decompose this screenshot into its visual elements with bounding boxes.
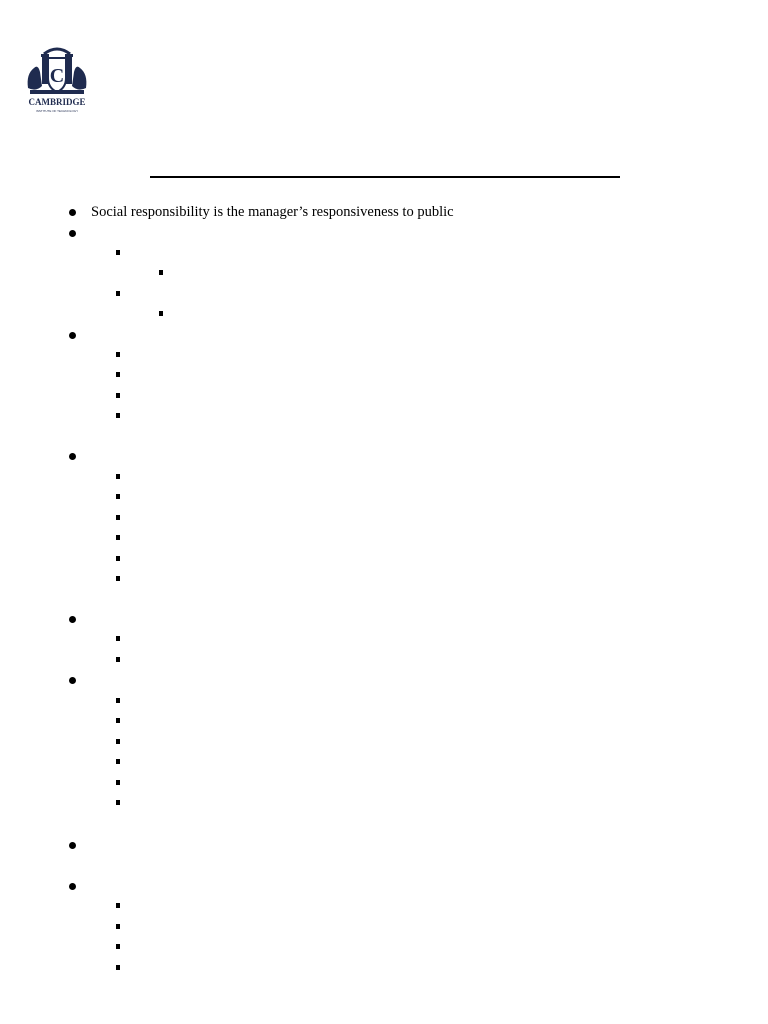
list-bullet-level2 (116, 250, 120, 255)
list-bullet-level2 (116, 739, 120, 744)
list-bullet-level2 (116, 352, 120, 357)
list-bullet-level3 (159, 311, 163, 316)
list-bullet-level1 (69, 677, 76, 684)
list-bullet-level2 (116, 657, 120, 662)
cambridge-logo (24, 44, 90, 116)
list-bullet-level2 (116, 372, 120, 377)
list-bullet-level2 (116, 291, 120, 296)
list-bullet-level2 (116, 515, 120, 520)
list-bullet-level2 (116, 924, 120, 929)
list-bullet-level3 (159, 270, 163, 275)
list-bullet-level1 (69, 332, 76, 339)
list-bullet-level2 (116, 800, 120, 805)
list-bullet-level2 (116, 494, 120, 499)
list-bullet-level2 (116, 718, 120, 723)
list-bullet-level2 (116, 474, 120, 479)
list-bullet-level2 (116, 759, 120, 764)
list-bullet-level2 (116, 944, 120, 949)
list-bullet-level2 (116, 780, 120, 785)
list-bullet-level2 (116, 393, 120, 398)
list-bullet-level1 (69, 842, 76, 849)
list-bullet-level2 (116, 903, 120, 908)
list-bullet-level1 (69, 209, 76, 216)
list-item-text: Social responsibility is the manager’s responsiveness to public (91, 204, 454, 220)
list-bullet-level2 (116, 576, 120, 581)
list-bullet-level2 (116, 556, 120, 561)
list-bullet-level1 (69, 883, 76, 890)
list-bullet-level1 (69, 230, 76, 237)
svg-text:CAMBRIDGE: CAMBRIDGE (28, 97, 86, 107)
list-bullet-level1 (69, 453, 76, 460)
svg-text:C: C (49, 65, 65, 87)
list-bullet-level2 (116, 413, 120, 418)
list-bullet-level2 (116, 636, 120, 641)
list-bullet-level2 (116, 965, 120, 970)
svg-text:INSTITUTE OF TECHNOLOGY: INSTITUTE OF TECHNOLOGY (35, 109, 79, 113)
title-underline (150, 176, 620, 178)
list-bullet-level2 (116, 535, 120, 540)
list-bullet-level1 (69, 616, 76, 623)
list-bullet-level2 (116, 698, 120, 703)
